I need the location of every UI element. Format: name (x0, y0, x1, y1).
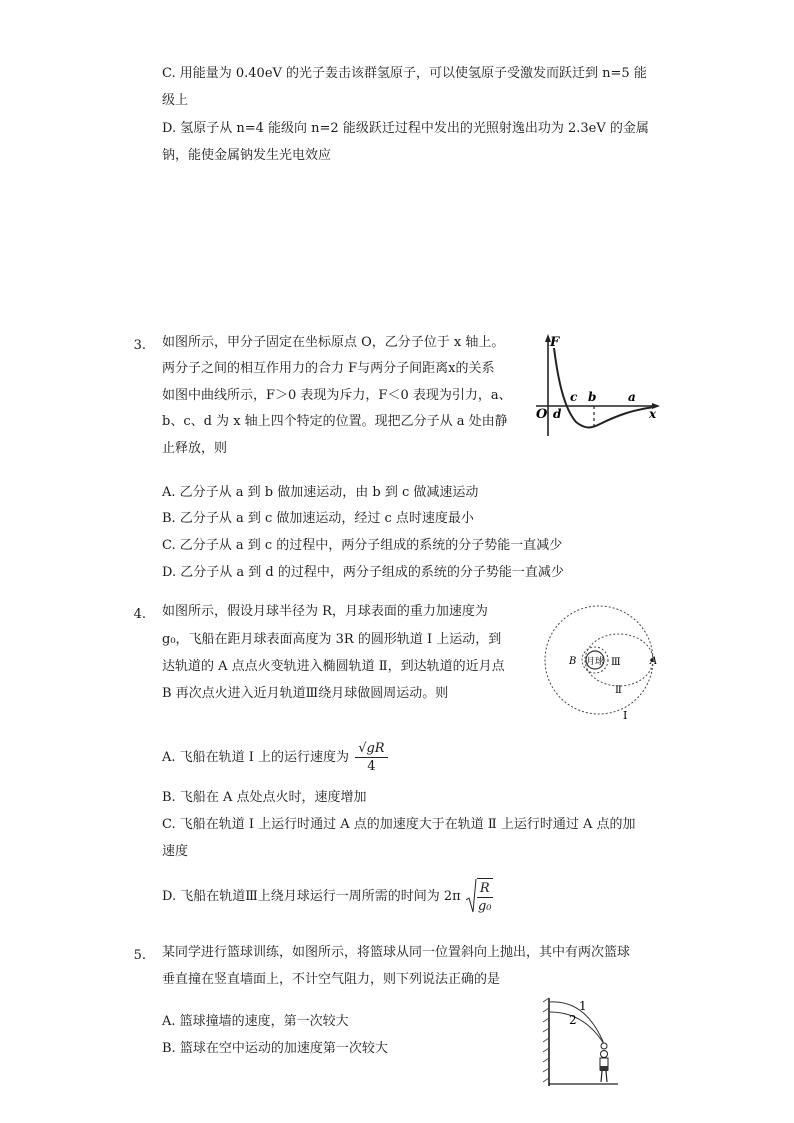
q4-fig-label-B: B (569, 656, 577, 667)
q3-stem-line5: 止释放，则 (162, 441, 228, 456)
q2-option-d-line1: D. 氢原子从 n=4 能级向 n=2 能级跃迁过程中发出的光照射逸出功为 2.3eV 的金属 (162, 121, 649, 136)
q3-option-d: D. 乙分子从 a 到 d 的过程中，两分子组成的系统的分子势能一直减少 (162, 565, 564, 580)
q4-fig-label-moon: 月球 (586, 657, 605, 667)
q4-option-d-fraction (477, 878, 493, 914)
q3-option-c: C. 乙分子从 a 到 c 的过程中，两分子组成的系统的分子势能一直减少 (162, 538, 563, 553)
q4-fig-label-I: Ⅰ (623, 709, 628, 722)
q3-force-graph (528, 330, 662, 442)
q3-fig-label-c: c (570, 390, 578, 404)
q4-fig-label-A: A (650, 656, 658, 667)
q4-option-a-numerator: √gR (355, 741, 387, 758)
q4-option-c-line1: C. 飞船在轨道 Ⅰ 上运行时通过 A 点的加速度大于在轨道 Ⅱ 上运行时通过 A 点的加 (162, 817, 636, 832)
q3-option-b: B. 乙分子从 a 到 c 做加速运动，经过 c 点时速度最小 (162, 511, 474, 526)
q4-option-a-fraction (355, 741, 387, 774)
q2-option-c-line2: 级上 (162, 93, 189, 108)
q4-option-c-line2: 速度 (162, 844, 189, 859)
q5-stem-line1: 某同学进行篮球训练，如图所示，将篮球从同一位置斜向上抛出，其中有两次篮球 (162, 945, 631, 960)
q4-option-d (162, 878, 493, 916)
q5-fig-label-2: 2 (569, 1013, 577, 1027)
q3-stem-line2: 两分子之间的相互作用力的合力 F与两分子间距离x的关系 (162, 361, 495, 376)
q4-number: 4. (133, 607, 146, 622)
q3-stem-line1: 如图所示，甲分子固定在坐标原点 O，乙分子位于 x 轴上。 (162, 335, 505, 350)
q5-option-a: A. 篮球撞墙的速度，第一次较大 (162, 1014, 349, 1029)
q5-number: 5. (133, 948, 146, 963)
q4-stem-line2: g₀，飞船在距月球表面高度为 3R 的圆形轨道 Ⅰ 上运动，到 (162, 632, 502, 647)
q4-stem-line1: 如图所示，假设月球半径为 R，月球表面的重力加速度为 (162, 604, 488, 619)
q3-fig-label-F: F (550, 335, 560, 350)
q4-fig-label-II: Ⅱ (615, 685, 622, 696)
q3-number: 3. (133, 338, 146, 353)
q4-fig-label-III: Ⅲ (611, 657, 621, 668)
q3-stem-line3: 如图中曲线所示，F＞0 表现为斥力，F＜0 表现为引力，a、 (162, 388, 512, 403)
q4-option-d-sqrt (465, 878, 493, 915)
q3-fig-label-a: a (628, 390, 636, 404)
q4-option-a-denominator: 4 (367, 759, 376, 774)
q4-option-a (162, 740, 388, 776)
q4-option-d-denominator: g₀ (477, 899, 492, 914)
q4-stem-line3: 达轨道的 A 点点火变轨进入椭圆轨道 Ⅱ，到达轨道的近月点 (162, 659, 505, 674)
q4-orbit-diagram (534, 605, 664, 725)
radical-sign (465, 878, 477, 914)
q5-option-b: B. 篮球在空中运动的加速度第一次较大 (162, 1041, 388, 1056)
q4-option-d-text: D. 飞船在轨道Ⅲ上绕月球运行一周所需的时间为 2π (162, 888, 461, 904)
q4-stem-line4: B 再次点火进入近月轨道Ⅲ绕月球做圆周运动。则 (162, 686, 449, 701)
q4-option-b: B. 飞船在 A 点处点火时，速度增加 (162, 790, 367, 805)
q3-fig-label-O: O (536, 407, 548, 422)
q3-fig-label-x: x (649, 407, 657, 421)
q5-fig-label-1: 1 (579, 999, 587, 1013)
q4-option-d-numerator: R (477, 881, 493, 898)
q2-option-d-line2: 钠，能使金属钠发生光电效应 (162, 148, 332, 163)
q5-stem-line2: 垂直撞在竖直墙面上，不计空气阻力，则下列说法正确的是 (162, 972, 501, 987)
q2-option-c-line1: C. 用能量为 0.40eV 的光子轰击该群氢原子，可以使氢原子受激发而跃迁到 n=5 能 (162, 66, 647, 81)
q5-basketball-diagram (540, 994, 620, 1090)
q3-option-a: A. 乙分子从 a 到 b 做加速运动，由 b 到 c 做减速运动 (162, 485, 479, 500)
q3-fig-label-d: d (553, 407, 562, 421)
q3-fig-label-b: b (588, 390, 597, 404)
q4-option-a-text: A. 飞船在轨道 Ⅰ 上的运行速度为 (162, 750, 350, 765)
q3-stem-line4: b、c、d 为 x 轴上四个特定的位置。现把乙分子从 a 处由静 (162, 414, 508, 429)
